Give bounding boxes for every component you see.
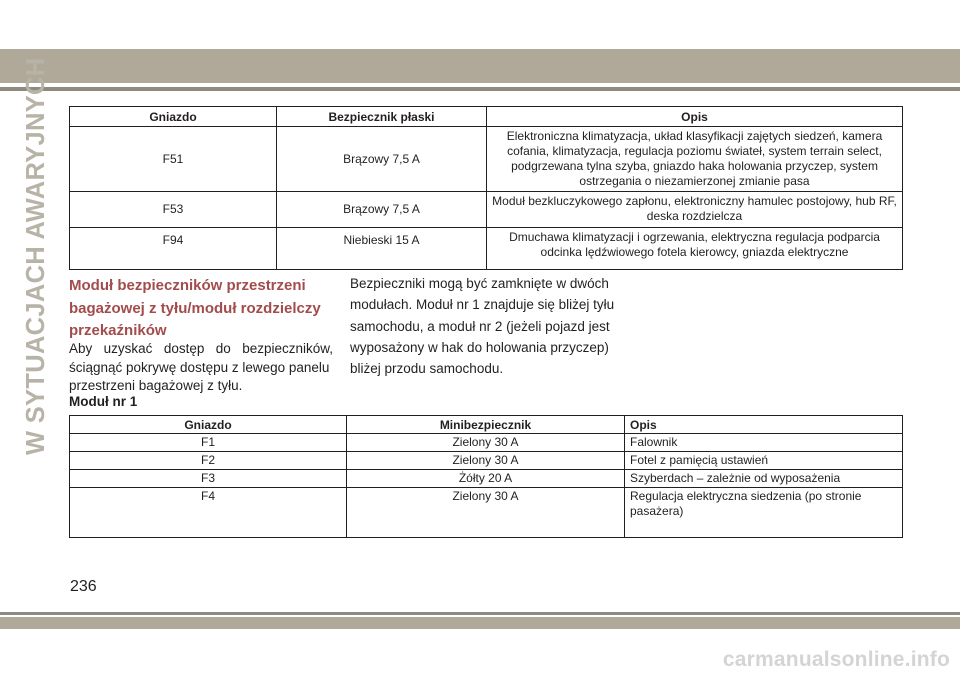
cell-description: Szyberdach – zależnie od wyposażenia <box>625 470 903 488</box>
access-paragraph-end: przestrzeni bagażowej z tyłu. <box>69 378 243 393</box>
table-header-row <box>70 416 903 434</box>
cell-fuse: Zielony 30 A <box>347 452 625 470</box>
footer-rule <box>0 612 960 615</box>
column-header-description: Opis <box>487 107 903 127</box>
table-row <box>70 434 903 452</box>
access-paragraph <box>69 340 333 396</box>
cell-socket: F4 <box>70 488 347 538</box>
column-header-socket: Gniazdo <box>70 416 347 434</box>
cell-fuse: Zielony 30 A <box>347 488 625 538</box>
cell-description: Falownik <box>625 434 903 452</box>
cell-fuse: Niebieski 15 A <box>277 228 487 270</box>
fuse-table-mini <box>69 415 903 538</box>
section-heading: Moduł bezpieczników przestrzeni bagażowej z tyłu/moduł rozdzielczy przekaźników <box>69 277 321 339</box>
cell-description: Elektroniczna klimatyzacja, układ klasyfikacji zajętych siedzeń, kamera cofania, klimatyzacja, regulacja poziomu świateł, system terrain select, podgrzewana tylna szyba, gniazdo haka holowania przyczep, system ostrzegania o niezamierzonej zmianie pasa <box>487 127 903 192</box>
cell-socket: F53 <box>70 192 277 228</box>
column-header-fuse: Bezpiecznik płaski <box>277 107 487 127</box>
column-header-description: Opis <box>625 416 903 434</box>
table-row <box>70 127 903 192</box>
cell-fuse: Zielony 30 A <box>347 434 625 452</box>
table-row <box>70 488 903 538</box>
access-paragraph-text: Aby uzyskać dostęp do bezpieczników, ściągnąć pokrywę dostępu z lewego panelu <box>69 341 333 375</box>
cell-description: Regulacja elektryczna siedzenia (po stronie pasażera) <box>625 488 903 538</box>
module-1-heading: Moduł nr 1 <box>69 394 138 409</box>
cell-socket: F3 <box>70 470 347 488</box>
cell-socket: F1 <box>70 434 347 452</box>
cell-socket: F2 <box>70 452 347 470</box>
cell-description: Dmuchawa klimatyzacji i ogrzewania, elektryczna regulacja podparcia odcinka lędźwiowego fotela kierowcy, gniazda elektryczne <box>487 228 903 270</box>
cell-description: Fotel z pamięcią ustawień <box>625 452 903 470</box>
header-band <box>0 49 960 83</box>
table-row <box>70 192 903 228</box>
watermark: carmanualsonline.info <box>722 648 950 671</box>
cell-fuse: Żółty 20 A <box>347 470 625 488</box>
footer-band <box>0 617 960 629</box>
cell-fuse: Brązowy 7,5 A <box>277 192 487 228</box>
cell-socket: F94 <box>70 228 277 270</box>
modules-paragraph: Bezpieczniki mogą być zamknięte w dwóch modułach. Moduł nr 1 znajduje się bliżej tyłu samochodu, a moduł nr 2 (jeżeli pojazd jest wyposażony w hak do holowania przyczep) bliżej przodu samochodu. <box>350 276 615 377</box>
column-header-fuse: Minibezpiecznik <box>347 416 625 434</box>
cell-description: Moduł bezkluczykowego zapłonu, elektroniczny hamulec postojowy, hub RF, deska rozdzielcza <box>487 192 903 228</box>
column-header-socket: Gniazdo <box>70 107 277 127</box>
cell-fuse: Brązowy 7,5 A <box>277 127 487 192</box>
fuse-table-flat <box>69 106 903 270</box>
table-row <box>70 228 903 270</box>
table-header-row <box>70 107 903 127</box>
header-rule <box>0 87 960 91</box>
cell-socket: F51 <box>70 127 277 192</box>
table-row <box>70 452 903 470</box>
table-row <box>70 470 903 488</box>
page-number: 236 <box>70 578 97 595</box>
section-side-title: W SYTUACJACH AWARYJNYCH <box>22 57 50 455</box>
